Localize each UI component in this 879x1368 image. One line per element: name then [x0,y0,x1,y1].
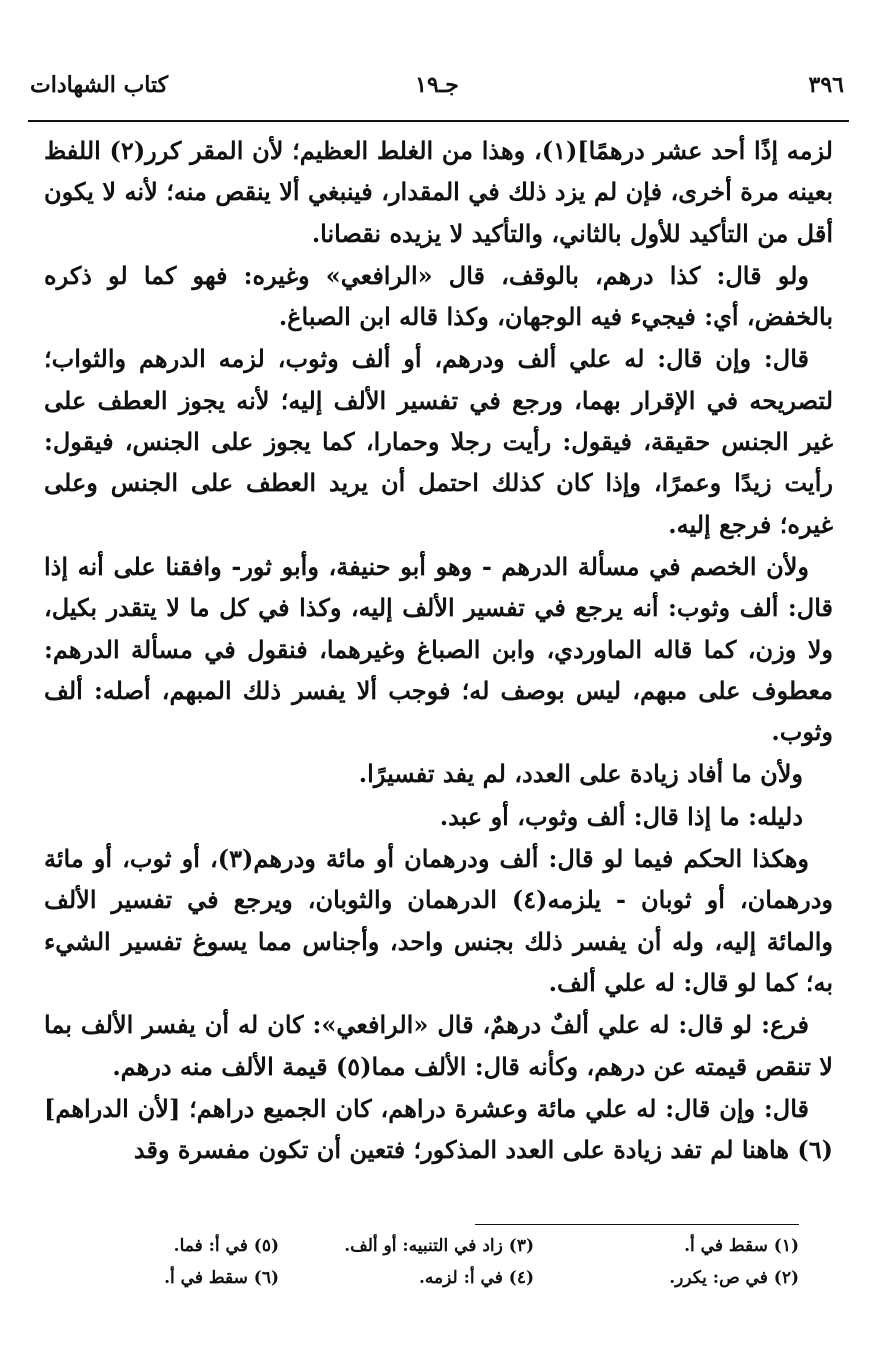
paragraph: وهكذا الحكم فيما لو قال: ألف ودرهمان أو مائة ودرهم(٣)، أو ثوب، أو مائة ودرهمان، أو ثوبان - يلزمه(٤) الدرهمان والثوبان، ويرجع في تفسير الألف والمائة إليه، وله أن يفسر ذلك بجنس واحد، وأجناس مما يسوغ تفسير الشيء به؛ كما لو قال: له علي ألف. [44,844,833,997]
header-rule [28,120,849,122]
footnote: (٦) سقط في أ. [164,1268,279,1288]
book-title: كتاب الشهادات [30,72,169,98]
paragraph: دليله: ما إذا قال: ألف وثوب، أو عبد. [439,801,803,831]
page-header [30,70,844,110]
paragraph: ولأن ما أفاد زيادة على العدد، لم يفد تفسيرًا. [358,759,803,789]
footnotes [60,1236,799,1306]
footnote: (٤) في أ: لزمه. [419,1268,534,1288]
paragraph: لزمه إذًا أحد عشر درهمًا](١)، وهذا من الغلط العظيم؛ لأن المقر كرر(٢) اللفظ بعينه مرة أخرى، فإن لم يزد ذلك في المقدار، فينبغي ألا ينقص منه؛ لأنه لا يكون أقل من التأكيد للأول بالثاني، والتأكيد لا يزيده نقصانا. [44,136,833,248]
paragraph: ولو قال: كذا درهم، بالوقف، قال «الرافعي» وغيره: فهو كما لو ذكره بالخفض، أي: فيجيء فيه الوجهان، وكذا قاله ابن الصباغ. [44,260,833,332]
footnote: (١) سقط في أ. [684,1236,799,1256]
paragraph: ولأن الخصم في مسألة الدرهم - وهو أبو حنيفة، وأبو ثور- وافقنا على أنه إذا قال: ألف وثوب: أنه يرجع في تفسير الألف إليه، وكذا في كل ما لا يتقدر بكيل، ولا وزن، كما قاله الماوردي، وابن الصباغ وغيرهما، فنقول في مسألة الدرهم: معطوف على مبهم، ليس بوصف له؛ فوجب ألا يفسر ذلك المبهم، أصله: ألف وثوب. [44,551,833,747]
footnote: (٢) في ص: يكرر. [669,1268,799,1288]
paragraph: قال: وإن قال: له علي ألف ودرهم، أو ألف وثوب، لزمه الدرهم والثواب؛ لتصريحه في الإقرار بهما، ورجع في تفسير الألف إليه؛ لأنه يجوز العطف على غير الجنس حقيقة، فيقول: رأيت رجلا وحمارا، كما يجوز على الجنس، فيقول: رأيت زيدًا وعمرًا، وإذا كان كذلك احتمل أن يريد العطف على الجنس وعلى غيره؛ فرجع إليه. [44,344,833,539]
footnote-rule [475,1224,799,1225]
paragraph: قال: وإن قال: له علي مائة وعشرة دراهم، كان الجميع دراهم؛ [لأن الدراهم](٦) هاهنا لم تفد زيادة على العدد المذكور؛ فتعين أن تكون مفسرة وقد [44,1093,833,1165]
volume-label: جـ١٩ [415,72,459,98]
footnote-row [60,1236,799,1268]
footnote: (٥) في أ: فما. [173,1236,279,1256]
page-number: ٣٩٦ [808,72,844,98]
main-text [44,130,833,1171]
footnote-row [60,1268,799,1300]
footnote: (٣) زاد في التنبيه: أو ألف. [344,1236,534,1256]
paragraph: فرع: لو قال: له علي ألفٌ درهمٌ، قال «الرافعي»: كان له أن يفسر الألف بما لا تنقص قيمته عن درهم، وكأنه قال: الألف مما(٥) قيمة الألف منه درهم. [44,1010,833,1081]
